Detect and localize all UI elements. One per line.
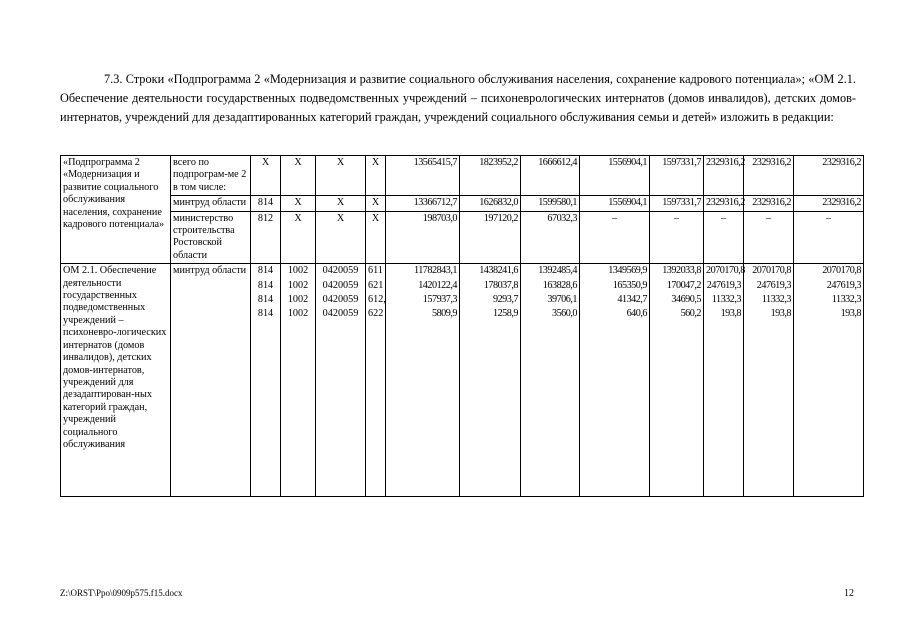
rzpr-cell: 1002: [281, 264, 316, 279]
value-cell: 1597331,7: [650, 196, 704, 211]
value-cell: 1597331,7: [650, 156, 704, 196]
value-cell: 1556904,1: [580, 156, 650, 196]
table-row: [61, 156, 864, 196]
subprogram-name-cell: «Подпрограмма 2 «Модернизация и развитие социального обслуживания населения, сохранение кадрового потенциала»: [61, 156, 171, 264]
executor-cell: всего по подпрограм-ме 2 в том числе:: [171, 156, 251, 196]
rzpr-cell: X: [281, 211, 316, 264]
rzpr-cell: 1002: [281, 307, 316, 496]
value-cell: 2329316,2: [744, 196, 794, 211]
vr-cell: 621: [366, 279, 386, 293]
value-cell: 2329316,2: [744, 156, 794, 196]
value-cell: 560,2: [650, 307, 704, 496]
value-cell: 2329316,2: [794, 196, 864, 211]
value-cell: 247619,3: [744, 279, 794, 293]
value-cell: 1666612,4: [521, 156, 580, 196]
value-cell: 640,6: [580, 307, 650, 496]
vr-cell: X: [366, 211, 386, 264]
vr-cell: X: [366, 156, 386, 196]
budget-table: [60, 155, 864, 497]
value-cell: 41342,7: [580, 293, 650, 307]
value-cell: –: [794, 211, 864, 264]
value-cell: 1392033,8: [650, 264, 704, 279]
value-cell: 193,8: [794, 307, 864, 496]
value-cell: –: [744, 211, 794, 264]
value-cell: 2329316,2: [704, 156, 744, 196]
grbs-cell: 814: [251, 293, 281, 307]
value-cell: 11332,3: [744, 293, 794, 307]
csr-cell: X: [316, 211, 366, 264]
value-cell: 165350,9: [580, 279, 650, 293]
value-cell: 193,8: [744, 307, 794, 496]
table-body: [61, 156, 864, 497]
value-cell: 5809,9: [386, 307, 460, 496]
csr-cell: 0420059: [316, 279, 366, 293]
value-cell: 1556904,1: [580, 196, 650, 211]
value-cell: 2329316,2: [704, 196, 744, 211]
value-cell: 39706,1: [521, 293, 580, 307]
csr-cell: 0420059: [316, 264, 366, 279]
value-cell: 34690,5: [650, 293, 704, 307]
vr-cell: 622: [366, 307, 386, 496]
grbs-cell: X: [251, 156, 281, 196]
value-cell: 1349569,9: [580, 264, 650, 279]
value-cell: –: [580, 211, 650, 264]
value-cell: 2070170,8: [794, 264, 864, 279]
value-cell: 193,8: [704, 307, 744, 496]
value-cell: 170047,2: [650, 279, 704, 293]
rzpr-cell: X: [281, 196, 316, 211]
value-cell: 1392485,4: [521, 264, 580, 279]
grbs-cell: 814: [251, 196, 281, 211]
grbs-cell: 814: [251, 264, 281, 279]
value-cell: 9293,7: [460, 293, 521, 307]
intro-text: [60, 70, 856, 127]
value-cell: 1420122,4: [386, 279, 460, 293]
intro-paragraph: 7.3. Строки «Подпрограмма 2 «Модернизация и развитие социального обслуживания населения, сохранение кадрового потенциала»; «ОМ 2.1. Обеспечение деятельности государственных подведомственных учреждений – психоневрологических интернатов (домов инвалидов), детских домов-интернатов, учреждений для дезадаптированных категорий граждан, учреждений социального обслуживания семьи и детей» изложить в редакции:: [60, 72, 856, 124]
rzpr-cell: X: [281, 156, 316, 196]
value-cell: 3560,0: [521, 307, 580, 496]
file-path: Z:\ORST\Ppo\0909p575.f15.docx: [60, 588, 183, 598]
page-number: 12: [844, 588, 854, 599]
csr-cell: X: [316, 196, 366, 211]
vr-cell: X: [366, 196, 386, 211]
value-cell: 197120,2: [460, 211, 521, 264]
csr-cell: 0420059: [316, 293, 366, 307]
value-cell: 247619,3: [704, 279, 744, 293]
table-row: [61, 211, 864, 264]
value-cell: –: [704, 211, 744, 264]
rzpr-cell: 1002: [281, 279, 316, 293]
executor-cell: минтруд области: [171, 196, 251, 211]
vr-cell: 612,: [366, 293, 386, 307]
value-cell: 163828,6: [521, 279, 580, 293]
value-cell: 1258,9: [460, 307, 521, 496]
csr-cell: X: [316, 156, 366, 196]
grbs-cell: 812: [251, 211, 281, 264]
value-cell: –: [650, 211, 704, 264]
value-cell: 1599580,1: [521, 196, 580, 211]
value-cell: 11332,3: [704, 293, 744, 307]
vr-cell: 611: [366, 264, 386, 279]
value-cell: 13366712,7: [386, 196, 460, 211]
executor-cell: минтруд области: [171, 264, 251, 497]
rzpr-cell: 1002: [281, 293, 316, 307]
value-cell: 198703,0: [386, 211, 460, 264]
table-row: [61, 196, 864, 211]
value-cell: 2070170,8: [744, 264, 794, 279]
grbs-cell: 814: [251, 307, 281, 496]
grbs-cell: 814: [251, 279, 281, 293]
value-cell: 13565415,7: [386, 156, 460, 196]
value-cell: 11782843,1: [386, 264, 460, 279]
value-cell: 157937,3: [386, 293, 460, 307]
value-cell: 178037,8: [460, 279, 521, 293]
csr-cell: 0420059: [316, 307, 366, 496]
value-cell: 247619,3: [794, 279, 864, 293]
value-cell: 67032,3: [521, 211, 580, 264]
om-name-cell: ОМ 2.1. Обеспечение деятельности государственных подведомственных учреждений – психоневро-логических интернатов (домов инвалидов), детских домов-интернатов, учреждений для дезадаптирован-ных категорий граждан, учреждений социального обслуживания: [61, 264, 171, 497]
executor-cell: министерство строительства Ростовской области: [171, 211, 251, 264]
value-cell: 1626832,0: [460, 196, 521, 211]
value-cell: 2329316,2: [794, 156, 864, 196]
value-cell: 1438241,6: [460, 264, 521, 279]
table-row: [61, 264, 864, 279]
value-cell: 1823952,2: [460, 156, 521, 196]
value-cell: 2070170,8: [704, 264, 744, 279]
value-cell: 11332,3: [794, 293, 864, 307]
